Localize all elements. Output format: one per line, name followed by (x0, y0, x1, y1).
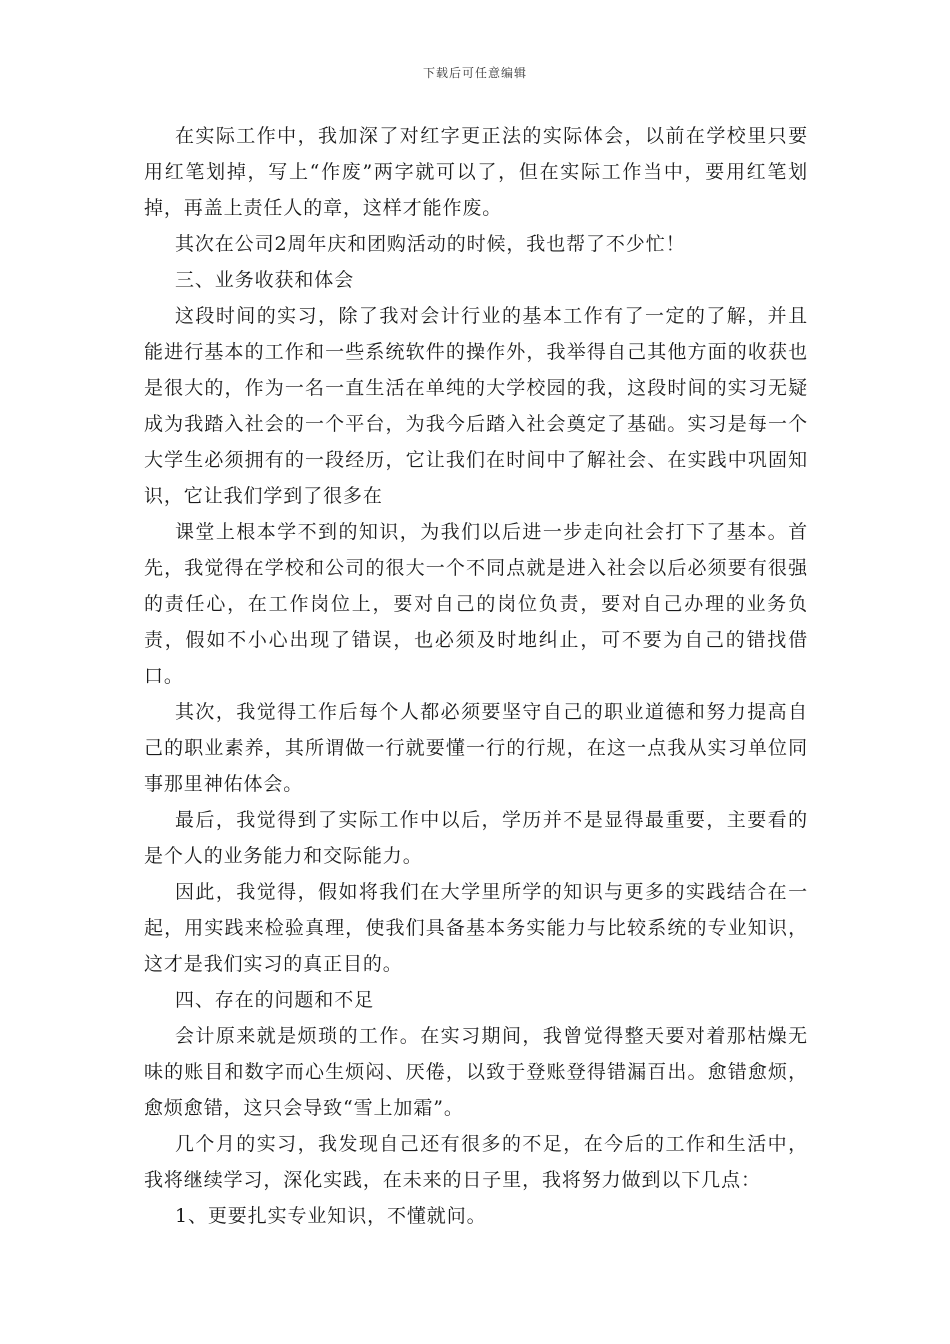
paragraph: 会计原来就是烦琐的工作。在实习期间，我曾觉得整天要对着那枯燥无味的账目和数字而心生烦闷、厌倦，以致于登账登得错漏百出。愈错愈烦，愈烦愈错，这只会导致“雪上加霜”。 (144, 1025, 808, 1119)
paragraph: 在实际工作中，我加深了对红字更正法的实际体会，以前在学校里只要用红笔划掉，写上“作废”两字就可以了，但在实际工作当中，要用红笔划掉，再盖上责任人的章，这样才能作废。 (144, 125, 808, 219)
paragraph: 这段时间的实习，除了我对会计行业的基本工作有了一定的了解，并且能进行基本的工作和一些系统软件的操作外，我举得自己其他方面的收获也是很大的，作为一名一直生活在单纯的大学校园的我，这段时间的实习无疑成为我踏入社会的一个平台，为我今后踏入社会奠定了基础。实习是每一个大学生必须拥有的一段经历，它让我们在时间中了解社会、在实践中巩固知识，它让我们学到了很多在 (144, 305, 808, 507)
paragraph: 其次，我觉得工作后每个人都必须要坚守自己的职业道德和努力提高自己的职业素养，其所谓做一行就要懂一行的行规，在这一点我从实习单位同事那里神佑体会。 (144, 701, 808, 795)
list-item: 1、更要扎实专业知识，不懂就问。 (175, 1205, 487, 1227)
paragraph: 最后，我觉得到了实际工作中以后，学历并不是显得最重要，主要看的是个人的业务能力和交际能力。 (144, 809, 808, 867)
paragraph: 因此，我觉得，假如将我们在大学里所学的知识与更多的实践结合在一起，用实践来检验真理，使我们具备基本务实能力与比较系统的专业知识，这才是我们实习的真正目的。 (144, 881, 808, 975)
page-header: 下载后可任意编辑 (422, 66, 527, 80)
section-heading: 四、存在的问题和不足 (175, 989, 375, 1011)
paragraph: 课堂上根本学不到的知识，为我们以后进一步走向社会打下了基本。首先，我觉得在学校和公司的很大一个不同点就是进入社会以后必须要有很强的责任心，在工作岗位上，要对自己的岗位负责，要对自己办理的业务负责，假如不小心出现了错误，也必须及时地纠止，可不要为自己的错找借口。 (144, 521, 808, 687)
paragraph: 几个月的实习，我发现自己还有很多的不足，在今后的工作和生活中，我将继续学习，深化实践，在未来的日子里，我将努力做到以下几点： (144, 1133, 808, 1191)
section-heading: 三、业务收获和体会 (175, 269, 355, 291)
document-body (144, 118, 808, 1234)
paragraph: 其次在公司2周年庆和团购活动的时候，我也帮了不少忙！ (175, 233, 686, 255)
